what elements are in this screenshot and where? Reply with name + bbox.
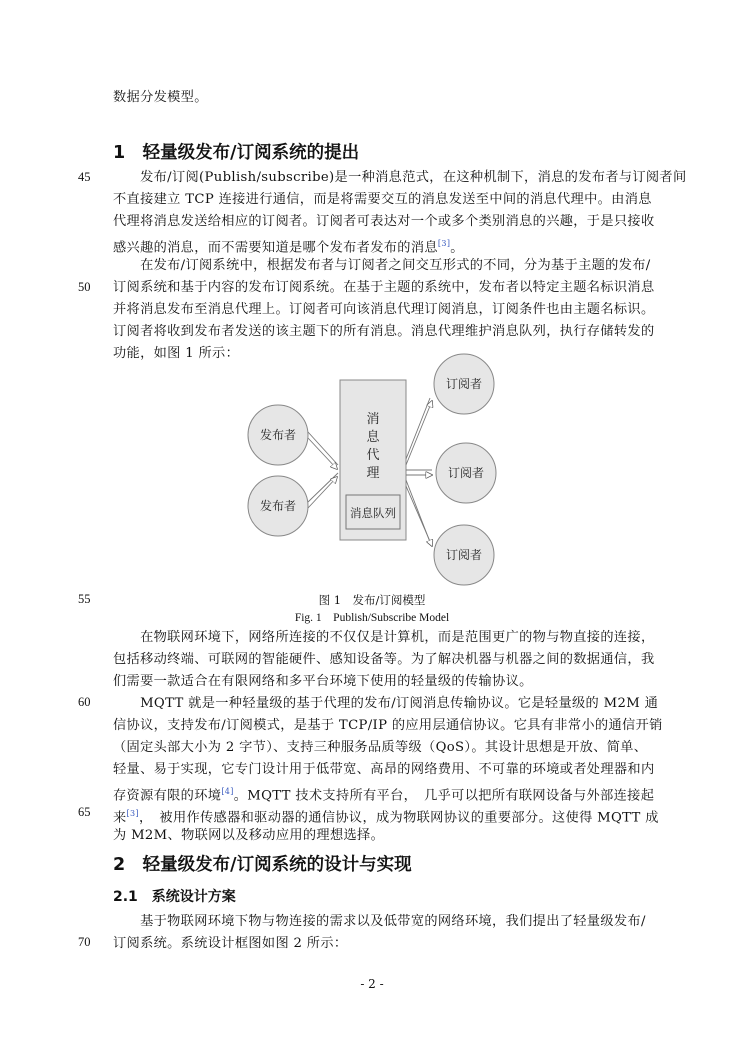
line-number-65: 65: [78, 805, 91, 819]
broker-char-3: 代: [366, 448, 380, 463]
paragraph-4-line-7: 为 M2M、物联网以及移动应用的理想选择。: [113, 828, 385, 843]
paragraph-4-line-1: MQTT 就是一种轻量级的基于代理的发布/订阅消息传输协议。它是轻量级的 M2M 通: [113, 696, 659, 711]
paragraph-4-line-5-end: 。MQTT 技术支持所有平台， 几乎可以把所有联网设备与外部连接起: [233, 788, 655, 804]
paragraph-1-line-4-end: 。: [450, 240, 464, 256]
paragraph-4-line-3: （固定头部大小为 2 字节）、支持三种服务品质等级（QoS）。其设计思想是开放、简单、: [113, 740, 648, 755]
line-number-45: 45: [78, 170, 91, 184]
citation-ref[interactable]: [3]: [126, 809, 139, 818]
paragraph-2-line-2: 订阅系统和基于内容的发布订阅系统。在基于主题的系统中，发布者以特定主题名标识消息: [113, 280, 655, 295]
broker-char-1: 消: [366, 412, 380, 427]
paragraph-3-line-2: 包括移动终端、可联网的智能硬件、感知设备等。为了解决机器与机器之间的数据通信，我: [113, 652, 655, 667]
page-number: - 2 -: [360, 977, 384, 991]
figure-1-caption-cn: 图 1 发布/订阅模型: [318, 593, 426, 607]
paragraph-4-line-6-end: ， 被用作传感器和驱动器的通信协议，成为物联网协议的重要部分。这使得 MQTT 成: [138, 810, 659, 826]
line-number-70: 70: [78, 935, 91, 949]
section-1-heading: 1 轻量级发布/订阅系统的提出: [113, 143, 360, 163]
section-2-heading: 2 轻量级发布/订阅系统的设计与实现: [113, 855, 412, 875]
broker-char-4: 理: [366, 466, 380, 481]
broker-subscriber-arrows: [406, 398, 432, 546]
paragraph-4-line-6-text: 来: [113, 810, 127, 826]
line-number-50: 50: [78, 280, 91, 294]
paragraph-2-line-4: 订阅者将收到发布者发送的该主题下的所有消息。消息代理维护消息队列，执行存储转发的: [113, 324, 655, 339]
publisher-label-1: 发布者: [259, 428, 297, 442]
section-2-1-heading: 2.1 系统设计方案: [113, 889, 236, 905]
paragraph-1-line-4-text: 感兴趣的消息，而不需要知道是哪个发布者发布的消息: [113, 240, 438, 256]
paragraph-5-line-1: 基于物联网环境下物与物连接的需求以及低带宽的网络环境，我们提出了轻量级发布/: [113, 914, 646, 929]
paragraph-3-line-1: 在物联网环境下，网络所连接的不仅仅是计算机，而是范围更广的物与物直接的连接，: [113, 630, 655, 645]
paragraph-4-line-4: 轻量、易于实现，它专门设计用于低带宽、高昂的网络费用、不可靠的环境或者处理器和内: [113, 762, 655, 777]
broker-char-2: 息: [366, 430, 380, 445]
message-queue-label: 消息队列: [350, 506, 396, 520]
paragraph-4-line-2: 信协议，支持发布/订阅模式，是基于 TCP/IP 的应用层通信协议。它具有非常小的通信开销: [113, 718, 663, 733]
publisher-label-2: 发布者: [259, 499, 297, 513]
paragraph-2-line-5: 功能，如图 1 所示：: [113, 346, 240, 361]
citation-ref[interactable]: [4]: [221, 787, 234, 796]
line-number-60: 60: [78, 695, 91, 709]
subscriber-label-1: 订阅者: [445, 377, 483, 391]
paragraph-3-line-3: 们需要一款适合在有限网络和多平台环境下使用的轻量级的传输协议。: [113, 674, 533, 689]
figure-1-diagram: [238, 352, 500, 592]
paragraph-1-line-3: 代理将消息发送给相应的订阅者。订阅者可表达对一个或多个类别消息的兴趣，于是只接收: [113, 214, 655, 229]
paragraph-1-line-1: 发布/订阅(Publish/subscribe)是一种消息范式，在这种机制下，消息的发布者与订阅者间: [113, 170, 687, 185]
paragraph-2-line-1: 在发布/订阅系统中，根据发布者与订阅者之间交互形式的不同，分为基于主题的发布/: [113, 258, 651, 273]
paragraph-4-line-5-text: 存资源有限的环境: [113, 788, 222, 804]
paragraph-2-line-3: 并将消息发布至消息代理上。订阅者可向该消息代理订阅消息，订阅条件也由主题名标识。: [113, 302, 655, 317]
subscriber-label-3: 订阅者: [445, 548, 483, 562]
paragraph-1-line-2: 不直接建立 TCP 连接进行通信，而是将需要交互的消息发送至中间的消息代理中。由消息: [113, 192, 652, 207]
publisher-broker-arrows: [308, 432, 338, 508]
line-number-55: 55: [78, 592, 91, 606]
citation-ref[interactable]: [3]: [437, 239, 451, 248]
paragraph-5-line-2: 订阅系统。系统设计框图如图 2 所示：: [113, 936, 348, 951]
subscriber-label-2: 订阅者: [447, 466, 485, 480]
intro-tail-text: 数据分发模型。: [113, 90, 208, 105]
figure-1-caption-en: Fig. 1 Publish/Subscribe Model: [294, 612, 450, 624]
